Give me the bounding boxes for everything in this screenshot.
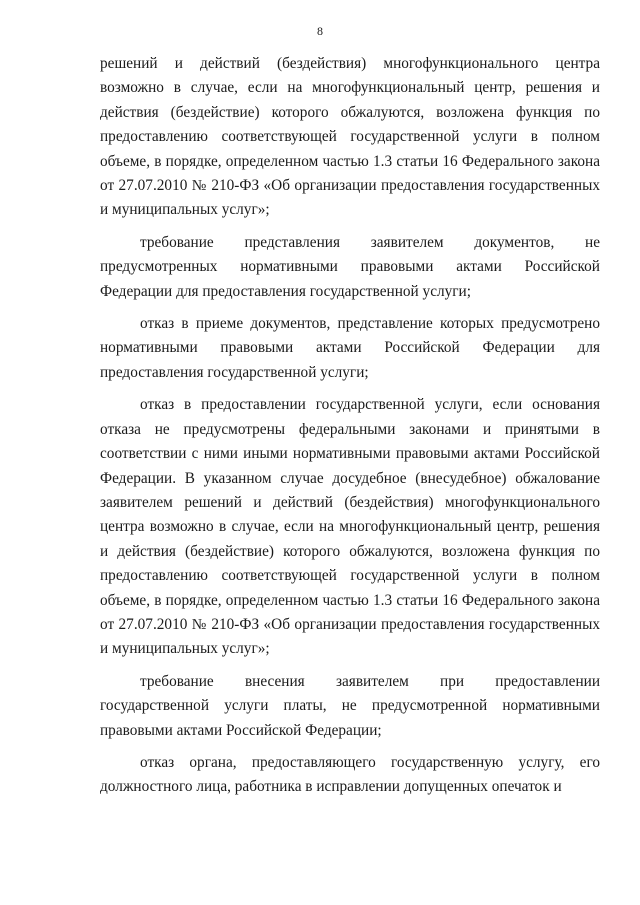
paragraph-requirement-fee: требование внесения заявителем при предоставлении государственной услуги платы, не предусмотренной нормативными правовыми актами Российской Федерации; (100, 672, 600, 739)
paragraph-requirement-documents: требование представления заявителем документов, не предусмотренных нормативными правовыми актами Российской Федерации для предоставления государственной услуги; (100, 233, 600, 300)
document-body (100, 52, 600, 808)
paragraph-continuation: решений и действий (бездействия) многофункционального центра возможно в случае, если на многофункциональный центр, решения и действия (бездействие) которого обжалуются, возложена функция по предоставлению соответствующей государственной услуги в полном объеме, в порядке, определенном частью 1.3 статьи 16 Федерального закона от 27.07.2010 № 210-ФЗ «Об организации предоставления государственных и муниципальных услуг»; (100, 55, 600, 219)
page-number: 8 (317, 24, 323, 38)
paragraph-refusal-correction: отказ органа, предоставляющего государственную услугу, его должностного лица, работника в исправлении допущенных опечаток и (100, 753, 600, 796)
paragraph-refusal-acceptance: отказ в приеме документов, представление которых предусмотрено нормативными правовыми актами Российской Федерации для предоставления государственной услуги; (100, 315, 600, 381)
paragraph-refusal-provision: отказ в предоставлении государственной услуги, если основания отказа не предусмотрены федеральными законами и принятыми в соответствии с ними иными нормативными правовыми актами Российской Федерации. В указанном случае досудебное (внесудебное) обжалование заявителем решений и действий (бездействия) многофункционального центра возможно в случае, если на многофункциональный центр, решения и действия (бездействие) которого обжалуются, возложена функция по предоставлению соответствующей государственной услуги в полном объеме, в порядке, определенном частью 1.3 статьи 16 Федерального закона от 27.07.2010 № 210-ФЗ «Об организации предоставления государственных и муниципальных услуг»; (100, 396, 600, 658)
